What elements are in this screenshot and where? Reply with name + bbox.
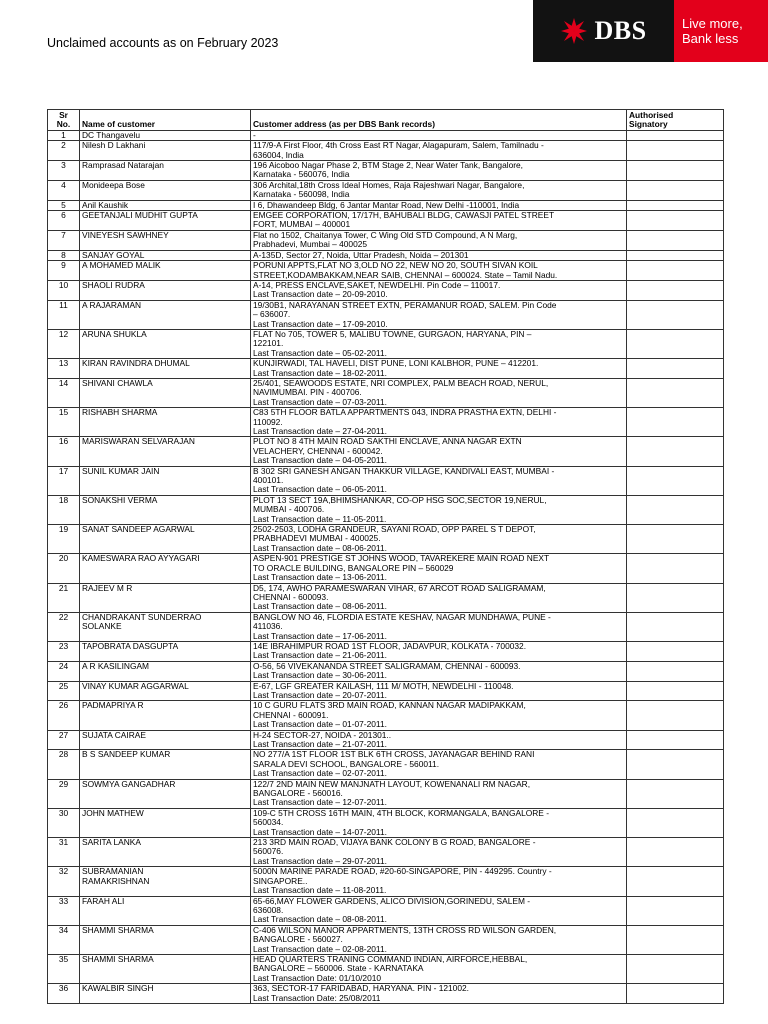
cell-customer-name: MARISWARAN SELVARAJAN: [80, 437, 251, 466]
cell-customer-name: SUJATA CAIRAE: [80, 730, 251, 750]
table-row: [48, 954, 724, 983]
address-line: Last Transaction date – 14-07-2011.: [253, 826, 387, 837]
address-line: Last Transaction date – 11-05-2011.: [253, 513, 387, 524]
cell-customer-name: Monideepa Bose: [80, 180, 251, 200]
header-signatory-line2: Signatory: [629, 119, 668, 130]
cell-customer-name: SUBRAMANIAN RAMAKRISHNAN: [80, 867, 251, 896]
address-line: KUNJIRWADI, TAL HAVELI, DIST PUNE, LONI KALBHOR, PUNE – 412201.: [253, 358, 539, 369]
cell-customer-name: KIRAN RAVINDRA DHUMAL: [80, 359, 251, 379]
address-line: CHENNAI - 600093.: [253, 591, 329, 602]
cell-sr-no: 18: [48, 495, 80, 524]
table-row: [48, 808, 724, 837]
tagline-block: [674, 0, 768, 62]
cell-customer-address: [251, 838, 627, 867]
cell-customer-name: SHAMMI SHARMA: [80, 925, 251, 954]
cell-signatory: [627, 730, 724, 750]
address-line: 400101.: [253, 475, 284, 486]
cell-sr-no: 17: [48, 466, 80, 495]
cell-signatory: [627, 554, 724, 583]
cell-signatory: [627, 867, 724, 896]
address-line: NO 277/A 1ST FLOOR 1ST BLK 6TH CROSS, JAYANAGAR BEHIND RANI: [253, 749, 535, 760]
header-signatory: [627, 110, 724, 131]
table-row: [48, 896, 724, 925]
cell-sr-no: 2: [48, 141, 80, 161]
address-line: HEAD QUARTERS TRANING COMMAND INDIAN, AIRFORCE,HEBBAL,: [253, 954, 528, 964]
cell-customer-name: GEETANJALI MUDHIT GUPTA: [80, 211, 251, 231]
cell-customer-address: [251, 211, 627, 231]
address-line: 65-66,MAY FLOWER GARDENS, ALICO DIVISION,GORINEDU, SALEM -: [253, 896, 531, 906]
table-row: [48, 329, 724, 358]
address-line: 110092.: [253, 416, 283, 427]
address-line: Last Transaction date – 02-07-2011.: [253, 768, 387, 779]
cell-signatory: [627, 280, 724, 300]
cell-signatory: [627, 261, 724, 281]
cell-signatory: [627, 954, 724, 983]
table-row: [48, 750, 724, 779]
cell-sr-no: 24: [48, 661, 80, 681]
address-line: C83 5TH FLOOR BATLA APPARTMENTS 043, INDRA PRASTHA EXTN, DELHI -: [253, 407, 557, 418]
dbs-star-icon: [560, 17, 588, 45]
cell-customer-address: [251, 896, 627, 925]
address-line: 109-C 5TH CROSS 16TH MAIN, 4TH BLOCK, KORMANGALA, BANGALORE -: [253, 808, 549, 818]
address-line: Last Transaction date – 13-06-2011.: [253, 572, 387, 583]
cell-customer-address: [251, 808, 627, 837]
cell-sr-no: 6: [48, 211, 80, 231]
cell-customer-address: [251, 641, 627, 661]
address-line: 560034.: [253, 817, 284, 828]
address-line: E-67, LGF GREATER KAILASH, 111 M/ MOTH, NEWDELHI - 110048.: [253, 681, 514, 691]
address-line: 196 Aicoboo Nagar Phase 2, BTM Stage 2, Near Water Tank, Bangalore,: [253, 160, 524, 171]
cell-customer-address: [251, 466, 627, 495]
address-line: Last Transaction date – 21-07-2011.: [253, 739, 387, 749]
cell-customer-name: B S SANDEEP KUMAR: [80, 750, 251, 779]
cell-customer-name: DC Thangavelu: [80, 130, 251, 140]
cell-customer-address: [251, 779, 627, 808]
address-line: 122/7 2ND MAIN NEW MANJNATH LAYOUT, KOWENANALI RM NAGAR,: [253, 779, 531, 789]
address-line: Last Transaction date – 05-02-2011.: [253, 347, 387, 358]
cell-customer-address: [251, 130, 627, 140]
address-line: NAVIMUMBAI. PIN - 400706.: [253, 387, 362, 398]
header-sr-no: [48, 110, 80, 131]
cell-customer-address: [251, 495, 627, 524]
address-line: Last Transaction date – 20-07-2011.: [253, 689, 387, 700]
cell-signatory: [627, 925, 724, 954]
cell-sr-no: 7: [48, 230, 80, 250]
table-row: [48, 681, 724, 701]
table-row: [48, 730, 724, 750]
cell-customer-name: SARITA LANKA: [80, 838, 251, 867]
address-line: 560076.: [253, 846, 284, 857]
cell-sr-no: 11: [48, 300, 80, 329]
cell-sr-no: 14: [48, 378, 80, 407]
cell-customer-name: A R KASILINGAM: [80, 661, 251, 681]
cell-customer-name: CHANDRAKANT SUNDERRAO SOLANKE: [80, 612, 251, 641]
cell-sr-no: 21: [48, 583, 80, 612]
cell-signatory: [627, 641, 724, 661]
cell-customer-address: [251, 925, 627, 954]
cell-customer-address: [251, 750, 627, 779]
address-line: A-14, PRESS ENCLAVE,SAKET, NEWDELHI. Pin Code – 110017.: [253, 280, 501, 290]
table-row: [48, 554, 724, 583]
cell-customer-address: [251, 329, 627, 358]
address-line: ASPEN-901 PRESTIGE ST JOHNS WOOD, TAVAREKERE MAIN ROAD NEXT: [253, 553, 550, 564]
address-line: 636004, India: [253, 149, 304, 160]
cell-signatory: [627, 300, 724, 329]
table-row: [48, 211, 724, 231]
address-line: Flat no 1502, Chaitanya Tower, C Wing Old STD Compound, A N Marg,: [253, 230, 518, 240]
cell-sr-no: 8: [48, 250, 80, 260]
cell-customer-address: [251, 408, 627, 437]
address-line: Last Transaction date – 01-07-2011.: [253, 719, 387, 730]
table-row: [48, 525, 724, 554]
cell-customer-name: SHAMMI SHARMA: [80, 954, 251, 983]
table-row: [48, 180, 724, 200]
dbs-logo-block: [533, 0, 674, 62]
cell-customer-address: [251, 359, 627, 379]
address-line: Last Transaction date – 08-08-2011.: [253, 914, 387, 925]
cell-signatory: [627, 681, 724, 701]
cell-customer-address: [251, 141, 627, 161]
cell-customer-name: A RAJARAMAN: [80, 300, 251, 329]
address-line: BANGALORE - 560016.: [253, 788, 343, 799]
table-row: [48, 495, 724, 524]
address-line: Last Transaction date – 17-09-2010.: [253, 318, 388, 329]
table-row: [48, 130, 724, 140]
cell-sr-no: 1: [48, 130, 80, 140]
cell-customer-name: Anil Kaushik: [80, 200, 251, 210]
address-line: 636008.: [253, 904, 284, 915]
table-row: [48, 583, 724, 612]
cell-customer-address: [251, 261, 627, 281]
cell-sr-no: 27: [48, 730, 80, 750]
cell-signatory: [627, 661, 724, 681]
cell-signatory: [627, 180, 724, 200]
cell-sr-no: 28: [48, 750, 80, 779]
cell-sr-no: 30: [48, 808, 80, 837]
cell-customer-name: ARUNA SHUKLA: [80, 329, 251, 358]
cell-signatory: [627, 495, 724, 524]
table-row: [48, 378, 724, 407]
cell-customer-name: RISHABH SHARMA: [80, 408, 251, 437]
table-row: [48, 250, 724, 260]
cell-customer-address: [251, 525, 627, 554]
cell-sr-no: 10: [48, 280, 80, 300]
cell-signatory: [627, 230, 724, 250]
cell-signatory: [627, 750, 724, 779]
address-line: Last Transaction date – 29-07-2011.: [253, 855, 387, 866]
cell-signatory: [627, 408, 724, 437]
address-line: Karnataka - 560076, India: [253, 169, 350, 180]
cell-signatory: [627, 359, 724, 379]
table-row: [48, 838, 724, 867]
cell-signatory: [627, 525, 724, 554]
address-line: Karnataka - 560098, India: [253, 189, 350, 200]
address-line: -: [253, 130, 256, 140]
address-line: 14E IBRAHIMPUR ROAD 1ST FLOOR, JADAVPUR, KOLKATA - 700032.: [253, 641, 527, 651]
address-line: Last Transaction date – 18-02-2011.: [253, 367, 387, 378]
cell-sr-no: 33: [48, 896, 80, 925]
table-row: [48, 200, 724, 210]
address-line: Prabhadevi, Mumbai – 400025: [253, 239, 368, 250]
tagline-line1: Live more,: [682, 16, 743, 31]
address-line: – 636007.: [253, 309, 291, 320]
cell-signatory: [627, 329, 724, 358]
address-line: STREET,KODAMBAKKAM,NEAR SAIB, CHENNAI – 600024. State – Tamil Nadu.: [253, 269, 558, 280]
address-line: SARALA DEVI SCHOOL, BANGALORE - 560011.: [253, 758, 440, 769]
cell-signatory: [627, 437, 724, 466]
cell-sr-no: 4: [48, 180, 80, 200]
address-line: PLOT NO 8 4TH MAIN ROAD SAKTHI ENCLAVE, ANNA NAGAR EXTN: [253, 436, 522, 447]
cell-customer-name: SANAT SANDEEP AGARWAL: [80, 525, 251, 554]
cell-customer-name: SHIVANI CHAWLA: [80, 378, 251, 407]
cell-sr-no: 9: [48, 261, 80, 281]
cell-customer-address: [251, 180, 627, 200]
cell-sr-no: 20: [48, 554, 80, 583]
address-line: A-135D, Sector 27, Noida, Uttar Pradesh, Noida – 201301: [253, 250, 469, 260]
cell-customer-address: [251, 681, 627, 701]
address-line: 10 C GURU FLATS 3RD MAIN ROAD, KANNAN NAGAR MADIPAKKAM,: [253, 700, 526, 711]
address-line: 306 Archital,18th Cross Ideal Homes, Raja Rajeshwari Nagar, Bangalore,: [253, 180, 525, 190]
cell-customer-address: [251, 867, 627, 896]
address-line: Last Transaction Date: 01/10/2010: [253, 972, 382, 983]
cell-customer-address: [251, 730, 627, 750]
cell-sr-no: 13: [48, 359, 80, 379]
header-sr-line2: No.: [56, 119, 71, 130]
table-body: [48, 130, 724, 1003]
address-line: 122101.: [253, 338, 284, 349]
cell-signatory: [627, 141, 724, 161]
address-line: Last Transaction date – 07-03-2011.: [253, 396, 387, 407]
cell-customer-address: [251, 612, 627, 641]
table-row: [48, 280, 724, 300]
table-row: [48, 437, 724, 466]
address-line: FLAT No 705, TOWER 5, MALIBU TOWNE, GURGAON, HARYANA, PIN –: [253, 329, 532, 339]
cell-signatory: [627, 200, 724, 210]
cell-customer-address: [251, 300, 627, 329]
cell-customer-address: [251, 661, 627, 681]
table-row: [48, 161, 724, 181]
cell-customer-name: SONAKSHI VERMA: [80, 495, 251, 524]
table-row: [48, 867, 724, 896]
address-line: C-406 WILSON MANOR APPARTMENTS, 13TH CROSS RD WILSON GARDEN,: [253, 925, 557, 935]
cell-customer-address: [251, 954, 627, 983]
cell-signatory: [627, 211, 724, 231]
cell-customer-name: SUNIL KUMAR JAIN: [80, 466, 251, 495]
tagline-line2: Bank less: [682, 31, 739, 46]
cell-customer-address: [251, 701, 627, 730]
cell-signatory: [627, 466, 724, 495]
cell-customer-name: TAPOBRATA DASGUPTA: [80, 641, 251, 661]
address-line: Last Transaction date – 20-09-2010.: [253, 289, 388, 300]
cell-customer-name: A MOHAMED MALIK: [80, 261, 251, 281]
address-line: 19/30B1, NARAYANAN STREET EXTN, PERAMANUR ROAD, SALEM. Pin Code: [253, 300, 557, 310]
cell-signatory: [627, 161, 724, 181]
cell-signatory: [627, 896, 724, 925]
address-line: I 6, Dhawandeep Bldg, 6 Jantar Mantar Road, New Delhi -110001, India: [253, 200, 520, 210]
address-line: BANGALORE – 560006. State - KARNATAKA: [253, 963, 424, 974]
cell-customer-address: [251, 250, 627, 260]
address-line: 213 3RD MAIN ROAD, VIJAYA BANK COLONY B G ROAD, BANGALORE -: [253, 837, 536, 848]
address-line: TO ORACLE BUILDING, BANGALORE PIN – 560029: [253, 562, 454, 573]
table-header-row: [48, 110, 724, 131]
address-line: 2502-2503, LODHA GRANDEUR, SAYANI ROAD, OPP PAREL S T DEPOT,: [253, 524, 536, 535]
header-address: Customer address (as per DBS Bank records): [251, 110, 627, 131]
cell-sr-no: 26: [48, 701, 80, 730]
cell-customer-name: Nilesh D Lakhani: [80, 141, 251, 161]
table-row: [48, 701, 724, 730]
cell-signatory: [627, 701, 724, 730]
cell-signatory: [627, 779, 724, 808]
cell-customer-name: KAWALBIR SINGH: [80, 984, 251, 1004]
address-line: Last Transaction date – 27-04-2011.: [253, 426, 387, 436]
dbs-logo: [533, 0, 768, 62]
address-line: Last Transaction date – 21-06-2011.: [253, 650, 387, 661]
address-line: O-56, 56 VIVEKANANDA STREET SALIGRAMAM, CHENNAI - 600093.: [253, 661, 521, 671]
address-line: SINGAPORE..: [253, 875, 308, 886]
address-line: Last Transaction date – 06-05-2011.: [253, 484, 387, 495]
table-row: [48, 925, 724, 954]
cell-signatory: [627, 378, 724, 407]
address-line: MUMBAI - 400706.: [253, 504, 325, 515]
address-line: Last Transaction date – 30-06-2011.: [253, 670, 387, 681]
header-name: Name of customer: [80, 110, 251, 131]
cell-customer-name: SANJAY GOYAL: [80, 250, 251, 260]
address-line: BANGLOW NO 46, FLORDIA ESTATE KESHAV, NAGAR MUNDHAWA, PUNE -: [253, 612, 551, 622]
cell-signatory: [627, 838, 724, 867]
cell-customer-address: [251, 378, 627, 407]
address-line: Last Transaction date – 02-08-2011.: [253, 943, 387, 954]
cell-customer-address: [251, 161, 627, 181]
cell-customer-address: [251, 280, 627, 300]
table-row: [48, 230, 724, 250]
cell-customer-name: FARAH ALI: [80, 896, 251, 925]
address-line: 363, SECTOR-17 FARIDABAD, HARYANA. PIN - 121002.: [253, 983, 469, 994]
cell-signatory: [627, 984, 724, 1004]
cell-customer-address: [251, 984, 627, 1004]
cell-signatory: [627, 250, 724, 260]
address-line: Last Transaction date – 11-08-2011.: [253, 885, 387, 896]
cell-sr-no: 34: [48, 925, 80, 954]
cell-customer-address: [251, 583, 627, 612]
cell-sr-no: 25: [48, 681, 80, 701]
cell-sr-no: 32: [48, 867, 80, 896]
cell-sr-no: 23: [48, 641, 80, 661]
address-line: 117/9-A First Floor, 4th Cross East RT Nagar, Alagapuram, Salem, Tamilnadu -: [253, 140, 544, 151]
table-row: [48, 661, 724, 681]
address-line: Last Transaction date – 17-06-2011.: [253, 630, 387, 641]
address-line: PLOT 13 SECT 19A,BHIMSHANKAR, CO-OP HSG SOC,SECTOR 19,NERUL,: [253, 495, 547, 505]
page-title: Unclaimed accounts as on February 2023: [47, 36, 279, 50]
table-row: [48, 359, 724, 379]
header-signatory-line1: Authorised: [629, 110, 674, 120]
cell-sr-no: 12: [48, 329, 80, 358]
address-line: Last Transaction date – 04-05-2011.: [253, 455, 387, 466]
dbs-wordmark: DBS: [594, 16, 647, 45]
cell-customer-name: PADMAPRIYA R: [80, 701, 251, 730]
address-line: PORUNI APPTS,FLAT NO 3,OLD NO 22, NEW NO 20, SOUTH SIVAN KOIL: [253, 260, 538, 271]
cell-customer-name: JOHN MATHEW: [80, 808, 251, 837]
cell-sr-no: 22: [48, 612, 80, 641]
cell-sr-no: 15: [48, 408, 80, 437]
header-sr-line1: Sr: [59, 110, 68, 120]
table-row: [48, 261, 724, 281]
cell-customer-address: [251, 437, 627, 466]
address-line: Last Transaction date – 12-07-2011.: [253, 797, 387, 808]
table-row: [48, 779, 724, 808]
address-line: 411036.: [253, 621, 283, 632]
cell-sr-no: 29: [48, 779, 80, 808]
address-line: PRABHADEVI MUMBAI - 400025.: [253, 533, 381, 544]
cell-customer-address: [251, 230, 627, 250]
cell-sr-no: 5: [48, 200, 80, 210]
unclaimed-accounts-table: [47, 109, 724, 1004]
cell-sr-no: 19: [48, 525, 80, 554]
address-line: 5000N MARINE PARADE ROAD, #20-60-SINGAPORE, PIN - 449295. Country -: [253, 866, 552, 877]
address-line: EMGEE CORPORATION, 17/17H, BAHUBALI BLDG, CAWASJI PATEL STREET: [253, 210, 555, 221]
cell-customer-name: VINEYESH SAWHNEY: [80, 230, 251, 250]
cell-customer-address: [251, 554, 627, 583]
address-line: FORT, MUMBAI – 400001: [253, 219, 351, 230]
cell-sr-no: 36: [48, 984, 80, 1004]
cell-signatory: [627, 130, 724, 140]
table-row: [48, 466, 724, 495]
table-row: [48, 984, 724, 1004]
cell-customer-name: KAMESWARA RAO AYYAGARI: [80, 554, 251, 583]
address-line: CHENNAI - 600091.: [253, 709, 329, 720]
table-row: [48, 641, 724, 661]
cell-customer-address: [251, 200, 627, 210]
cell-customer-name: SOWMYA GANGADHAR: [80, 779, 251, 808]
address-line: Last Transaction date – 08-06-2011.: [253, 601, 387, 612]
address-line: Last Transaction Date: 25/08/2011: [253, 992, 381, 1003]
cell-signatory: [627, 583, 724, 612]
address-line: BANGALORE - 560027.: [253, 934, 343, 945]
cell-sr-no: 31: [48, 838, 80, 867]
address-line: H-24 SECTOR-27, NOIDA - 201301..: [253, 730, 392, 740]
cell-signatory: [627, 612, 724, 641]
cell-sr-no: 3: [48, 161, 80, 181]
cell-signatory: [627, 808, 724, 837]
address-line: 25/401, SEAWOODS ESTATE, NRI COMPLEX, PALM BEACH ROAD, NERUL,: [253, 378, 549, 388]
table-row: [48, 300, 724, 329]
address-line: D5, 174, AWHO PARAMESWARAN VIHAR, 67 ARCOT ROAD SALIGRAMAM,: [253, 583, 546, 593]
cell-customer-name: VINAY KUMAR AGGARWAL: [80, 681, 251, 701]
address-line: B 302 SRI GANESH ANGAN THAKKUR VILLAGE, KANDIVALI EAST, MUMBAI -: [253, 466, 555, 476]
table-row: [48, 612, 724, 641]
cell-customer-name: RAJEEV M R: [80, 583, 251, 612]
table-row: [48, 141, 724, 161]
cell-customer-name: SHAOLI RUDRA: [80, 280, 251, 300]
address-line: VELACHERY, CHENNAI - 600042.: [253, 445, 383, 456]
cell-sr-no: 35: [48, 954, 80, 983]
address-line: Last Transaction date – 08-06-2011.: [253, 542, 387, 553]
cell-customer-name: Ramprasad Natarajan: [80, 161, 251, 181]
table-row: [48, 408, 724, 437]
cell-sr-no: 16: [48, 437, 80, 466]
